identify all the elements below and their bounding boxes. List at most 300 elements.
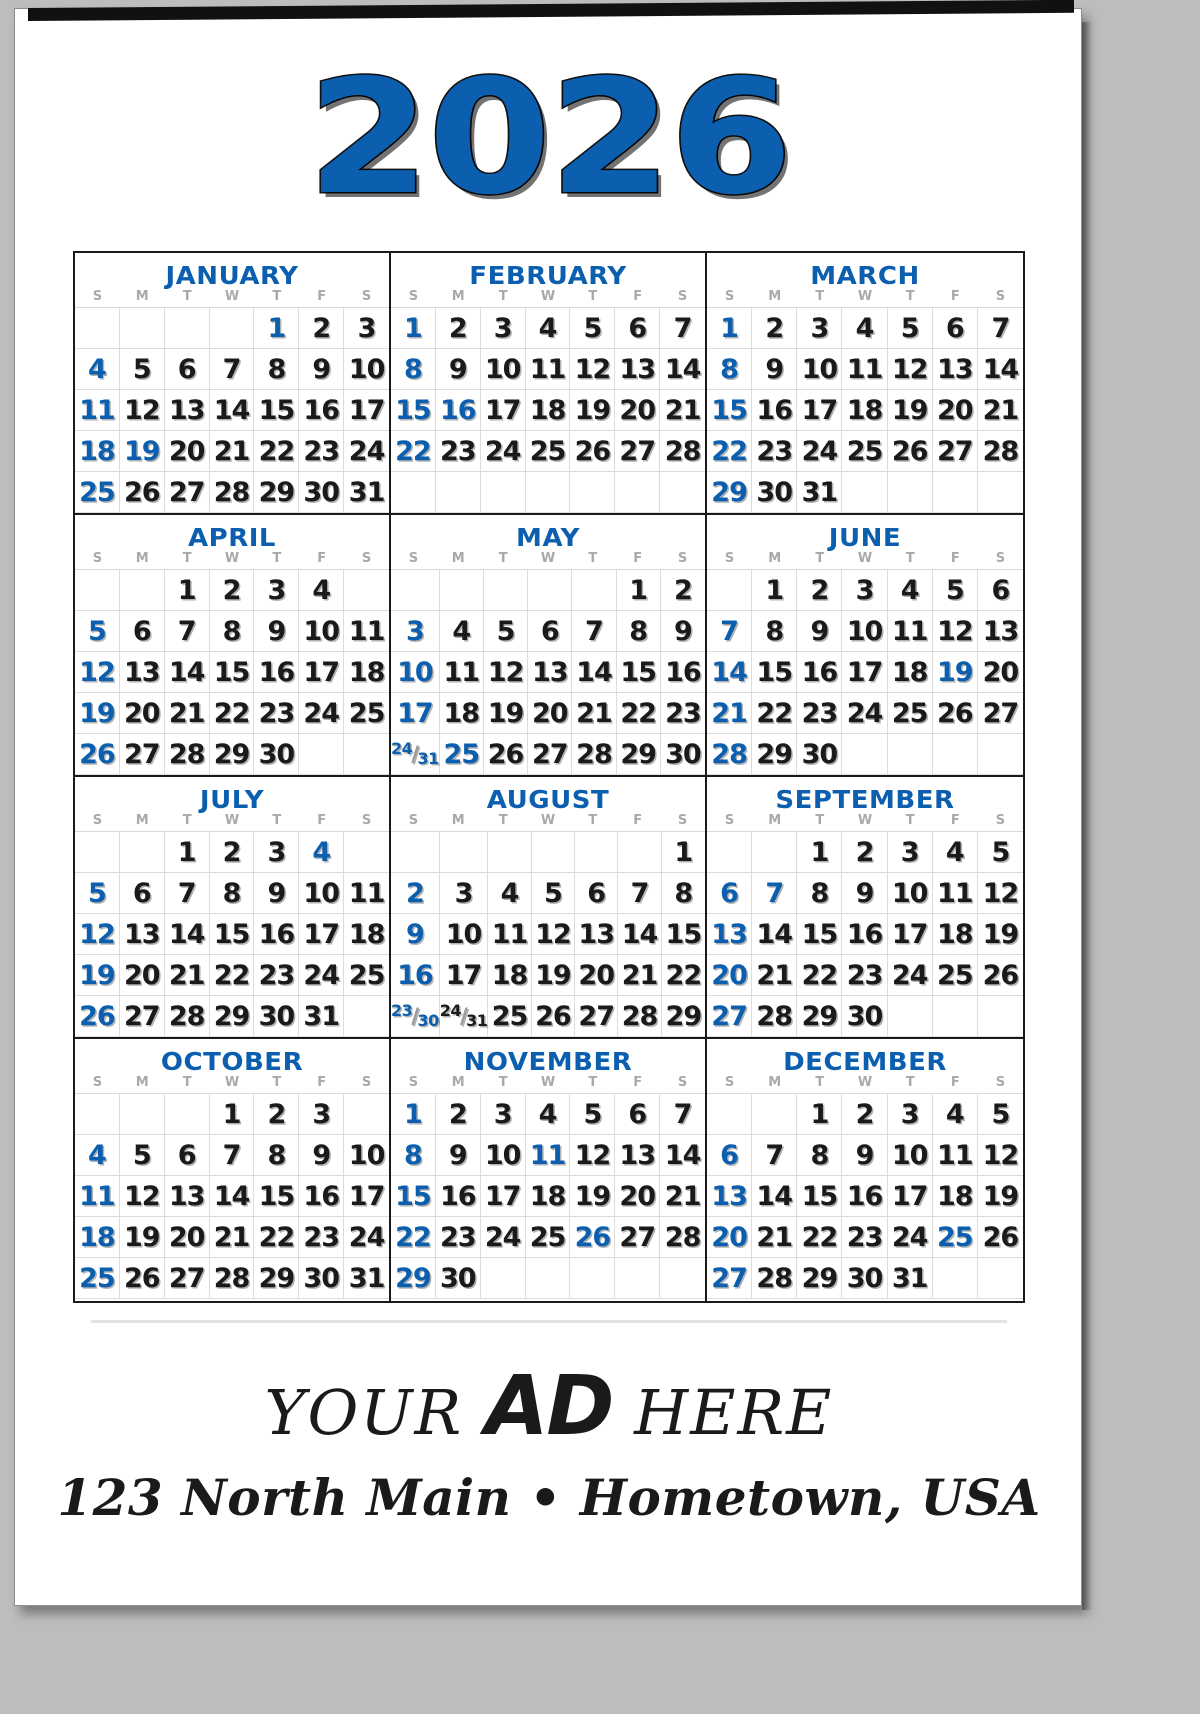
day-cell[interactable]: 27 [120, 734, 165, 775]
day-cell[interactable]: 15 [210, 914, 255, 955]
day-cell[interactable]: 11 [344, 873, 389, 914]
day-cell[interactable]: 27 [933, 431, 978, 472]
day-cell[interactable]: 10 [888, 873, 933, 914]
day-cell[interactable]: 25 [75, 1258, 120, 1299]
day-cell[interactable]: 29 [662, 996, 705, 1037]
day-cell[interactable]: 9 [661, 611, 705, 652]
day-cell[interactable]: 7 [660, 1094, 705, 1135]
day-cell[interactable]: 24 [299, 955, 344, 996]
day-cell[interactable]: 28 [752, 1258, 797, 1299]
day-cell[interactable]: 24 [344, 431, 389, 472]
day-cell[interactable]: 17 [481, 1176, 526, 1217]
day-cell[interactable]: 19 [484, 693, 528, 734]
day-cell[interactable]: 15 [797, 914, 842, 955]
day-cell[interactable]: 28 [978, 431, 1023, 472]
day-cell[interactable]: 14 [978, 349, 1023, 390]
day-cell[interactable]: 16 [436, 1176, 481, 1217]
day-cell[interactable]: 7 [978, 308, 1023, 349]
day-cell[interactable]: 11 [526, 349, 571, 390]
day-cell[interactable]: 3 [299, 1094, 344, 1135]
day-cell[interactable]: 12 [570, 1135, 615, 1176]
day-cell[interactable]: 20 [575, 955, 618, 996]
day-cell[interactable]: 5 [120, 1135, 165, 1176]
day-cell[interactable]: 29 [797, 1258, 842, 1299]
day-cell[interactable]: 29 [752, 734, 797, 775]
day-cell[interactable]: 10 [344, 349, 389, 390]
day-cell[interactable]: 19 [978, 1176, 1023, 1217]
day-cell[interactable]: 6 [528, 611, 572, 652]
day-cell[interactable]: 16 [299, 390, 344, 431]
day-cell[interactable]: 13 [165, 1176, 210, 1217]
day-cell[interactable]: 8 [752, 611, 797, 652]
day-cell[interactable]: 31 [299, 996, 344, 1037]
day-cell[interactable]: 18 [526, 390, 571, 431]
day-cell-split[interactable] [391, 734, 440, 775]
day-cell[interactable]: 19 [120, 1217, 165, 1258]
day-cell[interactable]: 16 [752, 390, 797, 431]
day-cell[interactable]: 10 [481, 349, 526, 390]
day-cell[interactable]: 23 [436, 1217, 481, 1258]
day-cell[interactable]: 2 [842, 832, 887, 873]
day-cell[interactable]: 13 [615, 1135, 660, 1176]
day-cell[interactable]: 2 [391, 873, 440, 914]
day-cell-split[interactable] [440, 996, 489, 1037]
day-cell[interactable]: 16 [661, 652, 705, 693]
day-cell[interactable]: 2 [254, 1094, 299, 1135]
day-cell[interactable]: 28 [660, 1217, 705, 1258]
day-cell[interactable]: 23 [797, 693, 842, 734]
day-cell[interactable]: 11 [888, 611, 933, 652]
day-cell[interactable]: 28 [210, 1258, 255, 1299]
day-cell[interactable]: 30 [797, 734, 842, 775]
day-cell[interactable]: 10 [299, 611, 344, 652]
day-cell[interactable]: 4 [933, 832, 978, 873]
day-cell[interactable]: 21 [165, 693, 210, 734]
day-cell[interactable]: 3 [888, 1094, 933, 1135]
day-cell[interactable]: 2 [436, 1094, 481, 1135]
day-cell[interactable]: 13 [707, 1176, 752, 1217]
day-cell[interactable]: 28 [707, 734, 752, 775]
day-cell[interactable]: 29 [210, 996, 255, 1037]
day-cell[interactable]: 25 [526, 1217, 571, 1258]
day-cell[interactable]: 12 [532, 914, 575, 955]
day-cell[interactable]: 8 [391, 1135, 436, 1176]
day-cell[interactable]: 27 [165, 472, 210, 513]
day-cell[interactable]: 18 [75, 431, 120, 472]
day-cell[interactable]: 31 [888, 1258, 933, 1299]
day-cell[interactable]: 14 [618, 914, 661, 955]
day-cell[interactable]: 14 [165, 652, 210, 693]
day-cell[interactable]: 31 [344, 472, 389, 513]
day-cell[interactable]: 10 [440, 914, 489, 955]
day-cell[interactable]: 27 [528, 734, 572, 775]
day-cell[interactable]: 16 [391, 955, 440, 996]
day-cell-split[interactable] [391, 996, 440, 1037]
day-cell[interactable]: 12 [570, 349, 615, 390]
day-cell[interactable]: 14 [165, 914, 210, 955]
day-cell[interactable]: 15 [707, 390, 752, 431]
day-cell[interactable]: 20 [120, 955, 165, 996]
day-cell[interactable]: 27 [165, 1258, 210, 1299]
day-cell[interactable]: 20 [528, 693, 572, 734]
day-cell[interactable]: 12 [75, 914, 120, 955]
day-cell[interactable]: 7 [210, 349, 255, 390]
day-cell[interactable]: 21 [165, 955, 210, 996]
day-cell[interactable]: 20 [120, 693, 165, 734]
day-cell[interactable]: 9 [299, 349, 344, 390]
day-cell[interactable]: 3 [481, 308, 526, 349]
day-cell[interactable]: 4 [888, 570, 933, 611]
day-cell[interactable]: 14 [752, 914, 797, 955]
day-cell[interactable]: 29 [254, 472, 299, 513]
day-cell[interactable]: 2 [210, 832, 255, 873]
day-cell[interactable]: 27 [120, 996, 165, 1037]
day-cell[interactable]: 7 [618, 873, 661, 914]
day-cell[interactable]: 4 [75, 349, 120, 390]
day-cell[interactable]: 26 [570, 1217, 615, 1258]
day-cell[interactable]: 25 [344, 955, 389, 996]
day-cell[interactable]: 24 [888, 1217, 933, 1258]
day-cell[interactable]: 15 [391, 1176, 436, 1217]
day-cell[interactable]: 29 [254, 1258, 299, 1299]
day-cell[interactable]: 13 [707, 914, 752, 955]
day-cell[interactable]: 15 [391, 390, 436, 431]
day-cell[interactable]: 20 [933, 390, 978, 431]
day-cell[interactable]: 31 [797, 472, 842, 513]
day-cell[interactable]: 7 [165, 873, 210, 914]
day-cell[interactable]: 3 [888, 832, 933, 873]
day-cell[interactable]: 10 [391, 652, 440, 693]
day-cell[interactable]: 18 [933, 1176, 978, 1217]
day-cell[interactable]: 25 [842, 431, 887, 472]
day-cell[interactable]: 5 [75, 873, 120, 914]
day-cell[interactable]: 21 [707, 693, 752, 734]
day-cell[interactable]: 25 [933, 1217, 978, 1258]
day-cell[interactable]: 17 [797, 390, 842, 431]
day-cell[interactable]: 13 [575, 914, 618, 955]
day-cell[interactable]: 22 [797, 1217, 842, 1258]
day-cell[interactable]: 17 [888, 914, 933, 955]
day-cell[interactable]: 27 [707, 996, 752, 1037]
day-cell[interactable]: 8 [797, 1135, 842, 1176]
day-cell[interactable]: 22 [210, 693, 255, 734]
day-cell[interactable]: 24 [299, 693, 344, 734]
day-cell[interactable]: 7 [707, 611, 752, 652]
day-cell[interactable]: 12 [978, 873, 1023, 914]
day-cell[interactable]: 12 [978, 1135, 1023, 1176]
day-cell[interactable]: 20 [165, 431, 210, 472]
day-cell[interactable]: 7 [572, 611, 616, 652]
day-cell[interactable]: 1 [165, 570, 210, 611]
day-cell[interactable]: 24 [797, 431, 842, 472]
day-cell[interactable]: 17 [299, 652, 344, 693]
day-cell[interactable]: 6 [165, 1135, 210, 1176]
day-cell[interactable]: 11 [933, 873, 978, 914]
day-cell[interactable]: 3 [391, 611, 440, 652]
day-cell[interactable]: 23 [661, 693, 705, 734]
day-cell[interactable]: 16 [842, 914, 887, 955]
day-cell[interactable]: 13 [165, 390, 210, 431]
day-cell[interactable]: 4 [526, 1094, 571, 1135]
day-cell[interactable]: 23 [254, 955, 299, 996]
day-cell[interactable]: 11 [440, 652, 484, 693]
day-cell[interactable]: 22 [210, 955, 255, 996]
day-cell[interactable]: 1 [391, 1094, 436, 1135]
day-cell[interactable]: 22 [254, 431, 299, 472]
day-cell[interactable]: 19 [75, 693, 120, 734]
day-cell[interactable]: 23 [299, 431, 344, 472]
day-cell[interactable]: 27 [707, 1258, 752, 1299]
day-cell[interactable]: 8 [254, 1135, 299, 1176]
day-cell[interactable]: 13 [615, 349, 660, 390]
day-cell[interactable]: 28 [618, 996, 661, 1037]
day-cell[interactable]: 19 [75, 955, 120, 996]
day-cell[interactable]: 23 [299, 1217, 344, 1258]
day-cell[interactable]: 3 [344, 308, 389, 349]
day-cell[interactable]: 9 [254, 611, 299, 652]
day-cell[interactable]: 6 [933, 308, 978, 349]
day-cell[interactable]: 9 [797, 611, 842, 652]
day-cell[interactable]: 16 [299, 1176, 344, 1217]
day-cell[interactable]: 13 [120, 914, 165, 955]
day-cell[interactable]: 23 [752, 431, 797, 472]
day-cell[interactable]: 24 [481, 1217, 526, 1258]
day-cell[interactable]: 4 [488, 873, 531, 914]
day-cell[interactable]: 6 [978, 570, 1023, 611]
day-cell[interactable]: 15 [254, 1176, 299, 1217]
day-cell[interactable]: 5 [978, 832, 1023, 873]
day-cell[interactable]: 5 [532, 873, 575, 914]
day-cell[interactable]: 29 [391, 1258, 436, 1299]
day-cell[interactable]: 28 [660, 431, 705, 472]
day-cell[interactable]: 4 [75, 1135, 120, 1176]
day-cell[interactable]: 18 [440, 693, 484, 734]
day-cell[interactable]: 17 [344, 390, 389, 431]
day-cell[interactable]: 22 [797, 955, 842, 996]
day-cell[interactable]: 2 [210, 570, 255, 611]
day-cell[interactable]: 22 [617, 693, 661, 734]
day-cell[interactable]: 8 [797, 873, 842, 914]
day-cell[interactable]: 3 [254, 570, 299, 611]
day-cell[interactable]: 8 [707, 349, 752, 390]
day-cell[interactable]: 2 [299, 308, 344, 349]
day-cell[interactable]: 15 [254, 390, 299, 431]
day-cell[interactable]: 1 [210, 1094, 255, 1135]
day-cell[interactable]: 12 [933, 611, 978, 652]
day-cell[interactable]: 11 [933, 1135, 978, 1176]
day-cell[interactable]: 22 [391, 1217, 436, 1258]
day-cell[interactable]: 7 [210, 1135, 255, 1176]
day-cell[interactable]: 5 [978, 1094, 1023, 1135]
day-cell[interactable]: 17 [391, 693, 440, 734]
day-cell[interactable]: 12 [75, 652, 120, 693]
day-cell[interactable]: 26 [532, 996, 575, 1037]
day-cell[interactable]: 12 [888, 349, 933, 390]
day-cell[interactable]: 20 [707, 955, 752, 996]
day-cell[interactable]: 6 [707, 873, 752, 914]
day-cell[interactable]: 8 [662, 873, 705, 914]
day-cell[interactable]: 5 [888, 308, 933, 349]
day-cell[interactable]: 21 [210, 431, 255, 472]
day-cell[interactable]: 15 [752, 652, 797, 693]
day-cell[interactable]: 9 [842, 1135, 887, 1176]
day-cell[interactable]: 21 [660, 390, 705, 431]
day-cell[interactable]: 14 [707, 652, 752, 693]
day-cell[interactable]: 1 [797, 832, 842, 873]
day-cell[interactable]: 6 [120, 873, 165, 914]
day-cell[interactable]: 6 [165, 349, 210, 390]
day-cell[interactable]: 14 [210, 1176, 255, 1217]
day-cell[interactable]: 5 [484, 611, 528, 652]
day-cell[interactable]: 10 [797, 349, 842, 390]
day-cell[interactable]: 9 [299, 1135, 344, 1176]
day-cell[interactable]: 9 [842, 873, 887, 914]
day-cell[interactable]: 6 [575, 873, 618, 914]
day-cell[interactable]: 28 [752, 996, 797, 1037]
day-cell[interactable]: 23 [254, 693, 299, 734]
day-cell[interactable]: 17 [481, 390, 526, 431]
day-cell[interactable]: 5 [75, 611, 120, 652]
day-cell[interactable]: 19 [532, 955, 575, 996]
day-cell[interactable]: 9 [436, 349, 481, 390]
day-cell[interactable]: 25 [75, 472, 120, 513]
day-cell[interactable]: 9 [436, 1135, 481, 1176]
day-cell[interactable]: 18 [344, 914, 389, 955]
day-cell[interactable]: 18 [526, 1176, 571, 1217]
day-cell[interactable]: 2 [797, 570, 842, 611]
day-cell[interactable]: 21 [978, 390, 1023, 431]
day-cell[interactable]: 12 [120, 390, 165, 431]
day-cell[interactable]: 17 [299, 914, 344, 955]
day-cell[interactable]: 20 [707, 1217, 752, 1258]
day-cell[interactable]: 11 [75, 1176, 120, 1217]
day-cell[interactable]: 18 [344, 652, 389, 693]
day-cell[interactable]: 19 [978, 914, 1023, 955]
day-cell[interactable]: 23 [842, 955, 887, 996]
day-cell[interactable]: 9 [391, 914, 440, 955]
day-cell[interactable]: 29 [617, 734, 661, 775]
day-cell[interactable]: 20 [978, 652, 1023, 693]
day-cell[interactable]: 7 [165, 611, 210, 652]
day-cell[interactable]: 1 [752, 570, 797, 611]
day-cell[interactable]: 15 [617, 652, 661, 693]
day-cell[interactable]: 29 [707, 472, 752, 513]
day-cell[interactable]: 18 [933, 914, 978, 955]
day-cell[interactable]: 5 [570, 308, 615, 349]
day-cell[interactable]: 19 [120, 431, 165, 472]
day-cell[interactable]: 17 [344, 1176, 389, 1217]
day-cell[interactable]: 21 [752, 955, 797, 996]
day-cell[interactable]: 30 [661, 734, 705, 775]
day-cell[interactable]: 26 [484, 734, 528, 775]
day-cell[interactable]: 3 [797, 308, 842, 349]
day-cell[interactable]: 16 [254, 652, 299, 693]
day-cell[interactable]: 28 [165, 734, 210, 775]
day-cell[interactable]: 14 [210, 390, 255, 431]
day-cell[interactable]: 1 [165, 832, 210, 873]
day-cell[interactable]: 23 [436, 431, 481, 472]
day-cell[interactable]: 1 [662, 832, 705, 873]
day-cell[interactable]: 3 [440, 873, 489, 914]
day-cell[interactable]: 13 [528, 652, 572, 693]
day-cell[interactable]: 19 [933, 652, 978, 693]
day-cell[interactable]: 25 [440, 734, 484, 775]
day-cell[interactable]: 11 [526, 1135, 571, 1176]
day-cell[interactable]: 25 [526, 431, 571, 472]
day-cell[interactable]: 30 [842, 996, 887, 1037]
day-cell[interactable]: 12 [120, 1176, 165, 1217]
day-cell[interactable]: 10 [344, 1135, 389, 1176]
day-cell[interactable]: 24 [888, 955, 933, 996]
day-cell[interactable]: 19 [570, 390, 615, 431]
day-cell[interactable]: 11 [75, 390, 120, 431]
day-cell[interactable]: 7 [660, 308, 705, 349]
day-cell[interactable]: 11 [488, 914, 531, 955]
day-cell[interactable]: 15 [662, 914, 705, 955]
day-cell[interactable]: 20 [615, 390, 660, 431]
day-cell[interactable]: 24 [842, 693, 887, 734]
day-cell[interactable]: 28 [572, 734, 616, 775]
day-cell[interactable]: 2 [752, 308, 797, 349]
day-cell[interactable]: 28 [210, 472, 255, 513]
day-cell[interactable]: 4 [842, 308, 887, 349]
day-cell[interactable]: 18 [842, 390, 887, 431]
day-cell[interactable]: 15 [797, 1176, 842, 1217]
day-cell[interactable]: 28 [165, 996, 210, 1037]
day-cell[interactable]: 2 [661, 570, 705, 611]
day-cell[interactable]: 22 [254, 1217, 299, 1258]
day-cell[interactable]: 1 [617, 570, 661, 611]
day-cell[interactable]: 20 [165, 1217, 210, 1258]
day-cell[interactable]: 5 [933, 570, 978, 611]
day-cell[interactable]: 30 [842, 1258, 887, 1299]
day-cell[interactable]: 4 [440, 611, 484, 652]
day-cell[interactable]: 12 [484, 652, 528, 693]
day-cell[interactable]: 10 [888, 1135, 933, 1176]
day-cell[interactable]: 26 [120, 472, 165, 513]
day-cell[interactable]: 27 [615, 1217, 660, 1258]
day-cell[interactable]: 19 [888, 390, 933, 431]
day-cell[interactable]: 30 [299, 472, 344, 513]
day-cell[interactable]: 2 [436, 308, 481, 349]
day-cell[interactable]: 9 [254, 873, 299, 914]
day-cell[interactable]: 18 [75, 1217, 120, 1258]
day-cell[interactable]: 25 [888, 693, 933, 734]
day-cell[interactable]: 26 [978, 955, 1023, 996]
day-cell[interactable]: 2 [842, 1094, 887, 1135]
day-cell[interactable]: 16 [254, 914, 299, 955]
day-cell[interactable]: 3 [254, 832, 299, 873]
day-cell[interactable]: 8 [391, 349, 436, 390]
day-cell[interactable]: 4 [933, 1094, 978, 1135]
day-cell[interactable]: 30 [299, 1258, 344, 1299]
day-cell[interactable]: 26 [933, 693, 978, 734]
day-cell[interactable]: 22 [391, 431, 436, 472]
day-cell[interactable]: 10 [842, 611, 887, 652]
day-cell[interactable]: 21 [752, 1217, 797, 1258]
day-cell[interactable]: 26 [978, 1217, 1023, 1258]
day-cell[interactable]: 29 [210, 734, 255, 775]
day-cell[interactable]: 16 [842, 1176, 887, 1217]
day-cell[interactable]: 16 [436, 390, 481, 431]
day-cell[interactable]: 27 [978, 693, 1023, 734]
day-cell[interactable]: 8 [210, 611, 255, 652]
day-cell[interactable]: 18 [488, 955, 531, 996]
day-cell[interactable]: 22 [707, 431, 752, 472]
day-cell[interactable]: 13 [120, 652, 165, 693]
day-cell[interactable]: 27 [615, 431, 660, 472]
day-cell[interactable]: 14 [752, 1176, 797, 1217]
